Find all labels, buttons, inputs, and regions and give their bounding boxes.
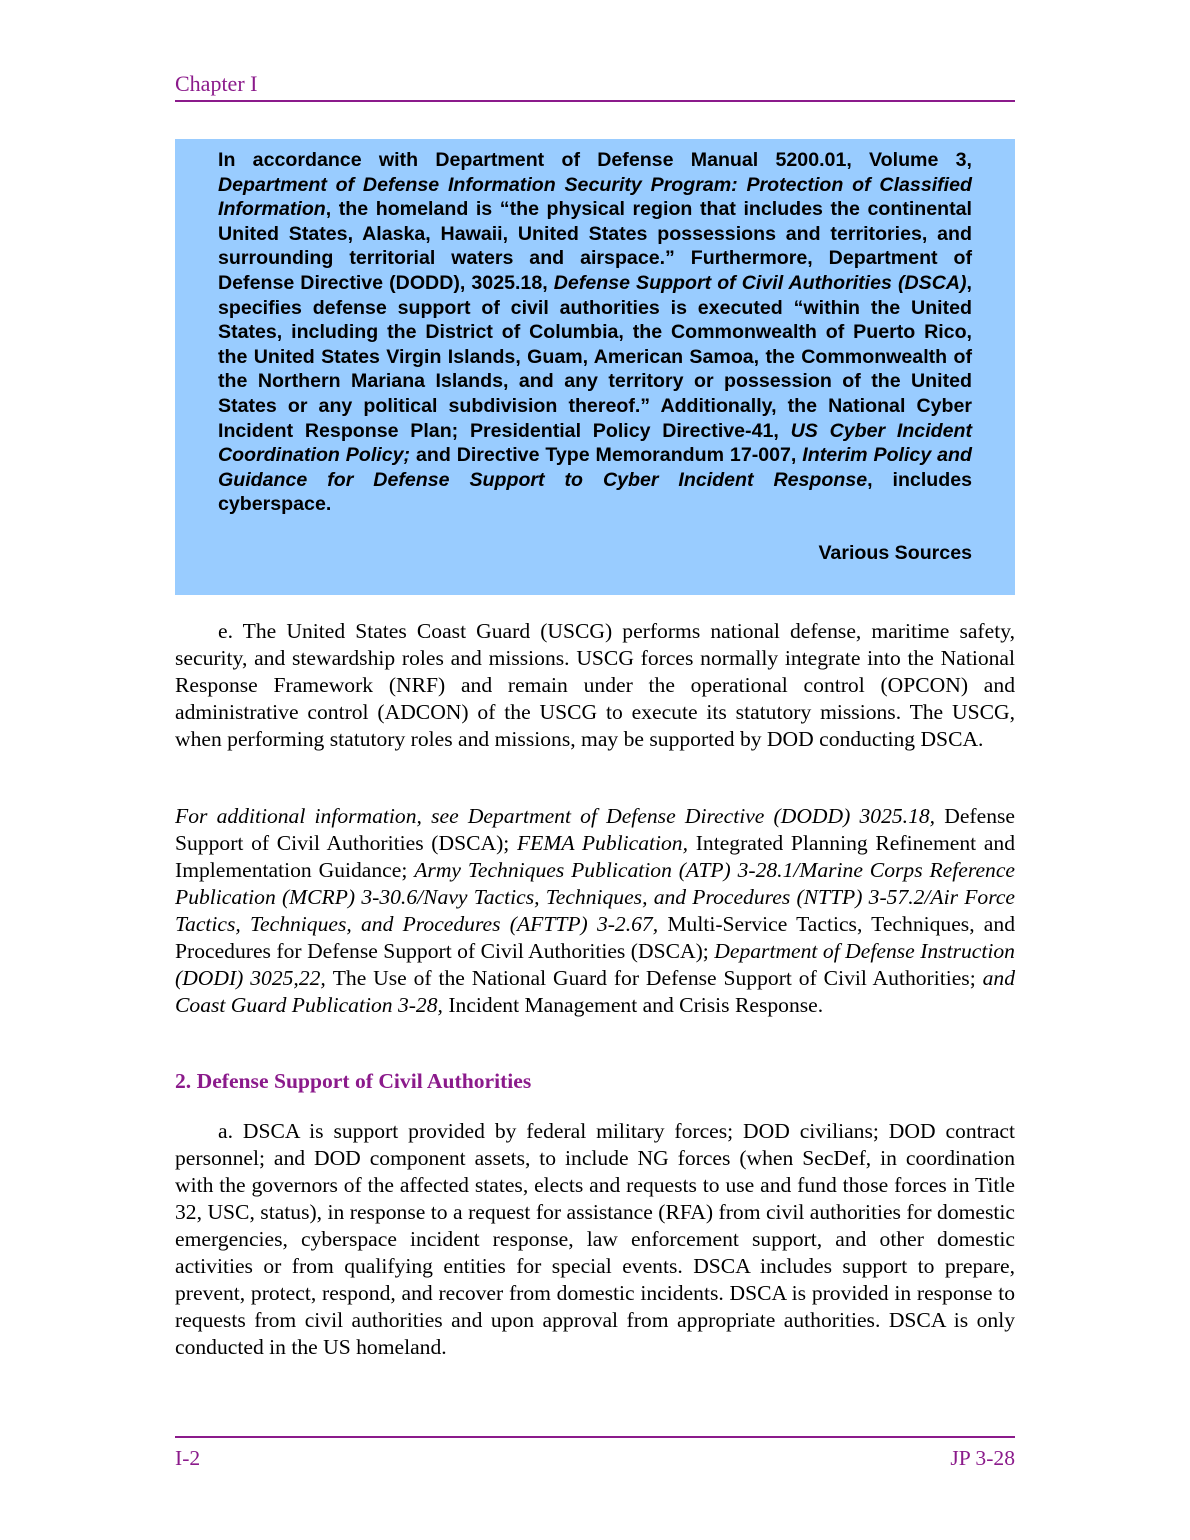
quote-source: Various Sources <box>818 541 972 564</box>
info-segment: Department of Defense Instruction (DODI) 3025,22, <box>175 939 1015 990</box>
section-heading: 2. Defense Support of Civil Authorities <box>175 1069 532 1093</box>
paragraph-a-text: a. DSCA is support provided by federal military forces; DOD civilians; DOD contract personnel; and DOD component assets, to include NG forces (when SecDef, in coordination with the governors of the affected states, elects and requests to use and fund those forces in Title 32, USC, status), in response to a request for assistance (RFA) from civil authorities for domestic emergencies, cyberspace incident response, law enforcement support, and other domestic activities or from qualifying entities for special events. DSCA includes support to prepare, prevent, protect, respond, and recover from domestic incidents. DSCA is provided in response to requests from civil authorities and upon approval from appropriate authorities. DSCA is only conducted in the US homeland. <box>175 1119 1015 1359</box>
info-segment: Integrated Planning Refinement and Implementation Guidance; <box>175 831 1015 882</box>
quote-segment: , the homeland is “the physical region that includes the continental United States, Alaska, Hawaii, United States possessions and territories, and surrounding territorial waters and airspace.” Furthermore, Department of Defense Directive (DODD), 3025.18, <box>218 198 972 294</box>
info-segment: and Coast Guard Publication 3-28, <box>175 966 1015 1017</box>
header-rule <box>175 100 1015 102</box>
quote-citation: Department of Defense Information Security Program: Protection of Classified Information <box>218 173 972 221</box>
section-2 <box>175 1068 1015 1095</box>
paragraph-e-text: e. The United States Coast Guard (USCG) performs national defense, maritime safety, security, and stewardship roles and missions. USCG forces normally integrate into the National Response Framework (NRF) and remain under the operational control (OPCON) and administrative control (ADCON) of the USCG to execute its statutory missions. The USCG, when performing statutory roles and missions, may be supported by DOD conducting DSCA. <box>175 619 1015 751</box>
quote-segment: , includes cyberspace. <box>218 468 972 516</box>
quote-text <box>218 148 972 517</box>
page-header <box>175 70 1015 102</box>
quote-segment: and Directive Type Memorandum 17-007, <box>410 444 803 467</box>
info-segment: The Use of the National Guard for Defense Support of Civil Authorities; <box>332 966 983 990</box>
quote-box <box>175 139 1015 595</box>
footer-row <box>175 1444 1015 1472</box>
paragraph-e <box>175 618 1015 753</box>
info-segment: Incident Management and Crisis Response. <box>448 993 824 1017</box>
additional-information-text <box>175 803 1015 1019</box>
info-segment: For additional information, see Department of Defense Directive (DODD) 3025.18, <box>175 804 945 828</box>
quote-citation: US Cyber Incident Coordination Policy; <box>218 419 972 467</box>
page-number: I-2 <box>175 1446 201 1470</box>
info-segment: Army Techniques Publication (ATP) 3-28.1/Marine Corps Reference Publication (MCRP) 3-30.6/Navy Tactics, Techniques, and Procedures (NTTP) 3-57.2/Air Force Tactics, Techniques, and Procedures (AFTTP) 3-2.67, <box>175 858 1015 936</box>
info-segment: FEMA Publication, <box>516 831 696 855</box>
paragraph-a <box>175 1118 1015 1361</box>
chapter-title: Chapter I <box>175 71 258 96</box>
publication-id: JP 3-28 <box>950 1446 1015 1470</box>
quote-citation: Defense Support of Civil Authorities (DSCA) <box>553 271 967 294</box>
quote-citation: Interim Policy and Guidance for Defense Support to Cyber Incident Response <box>218 444 972 491</box>
quote-segment: , specifies defense support of civil authorities is executed “within the United States, including the District of Columbia, the Commonwealth of Puerto Rico, the United States Virgin Islands, Guam, American Samoa, the Commonwealth of the Northern Mariana Islands, and any territory or possession of the United States or any political subdivision thereof.” Additionally, the National Cyber Incident Response Plan; Presidential Policy Directive-41, <box>218 271 972 442</box>
footer-rule <box>175 1436 1015 1438</box>
quote-segment: In accordance with Department of Defense Manual 5200.01, Volume 3, <box>218 149 972 171</box>
info-segment: Defense Support of Civil Authorities (DSCA); <box>175 804 1015 855</box>
additional-information <box>175 803 1015 1019</box>
info-segment: Multi-Service Tactics, Techniques, and Procedures for Defense Support of Civil Authorities (DSCA); <box>175 912 1015 963</box>
page-footer <box>175 1436 1015 1472</box>
